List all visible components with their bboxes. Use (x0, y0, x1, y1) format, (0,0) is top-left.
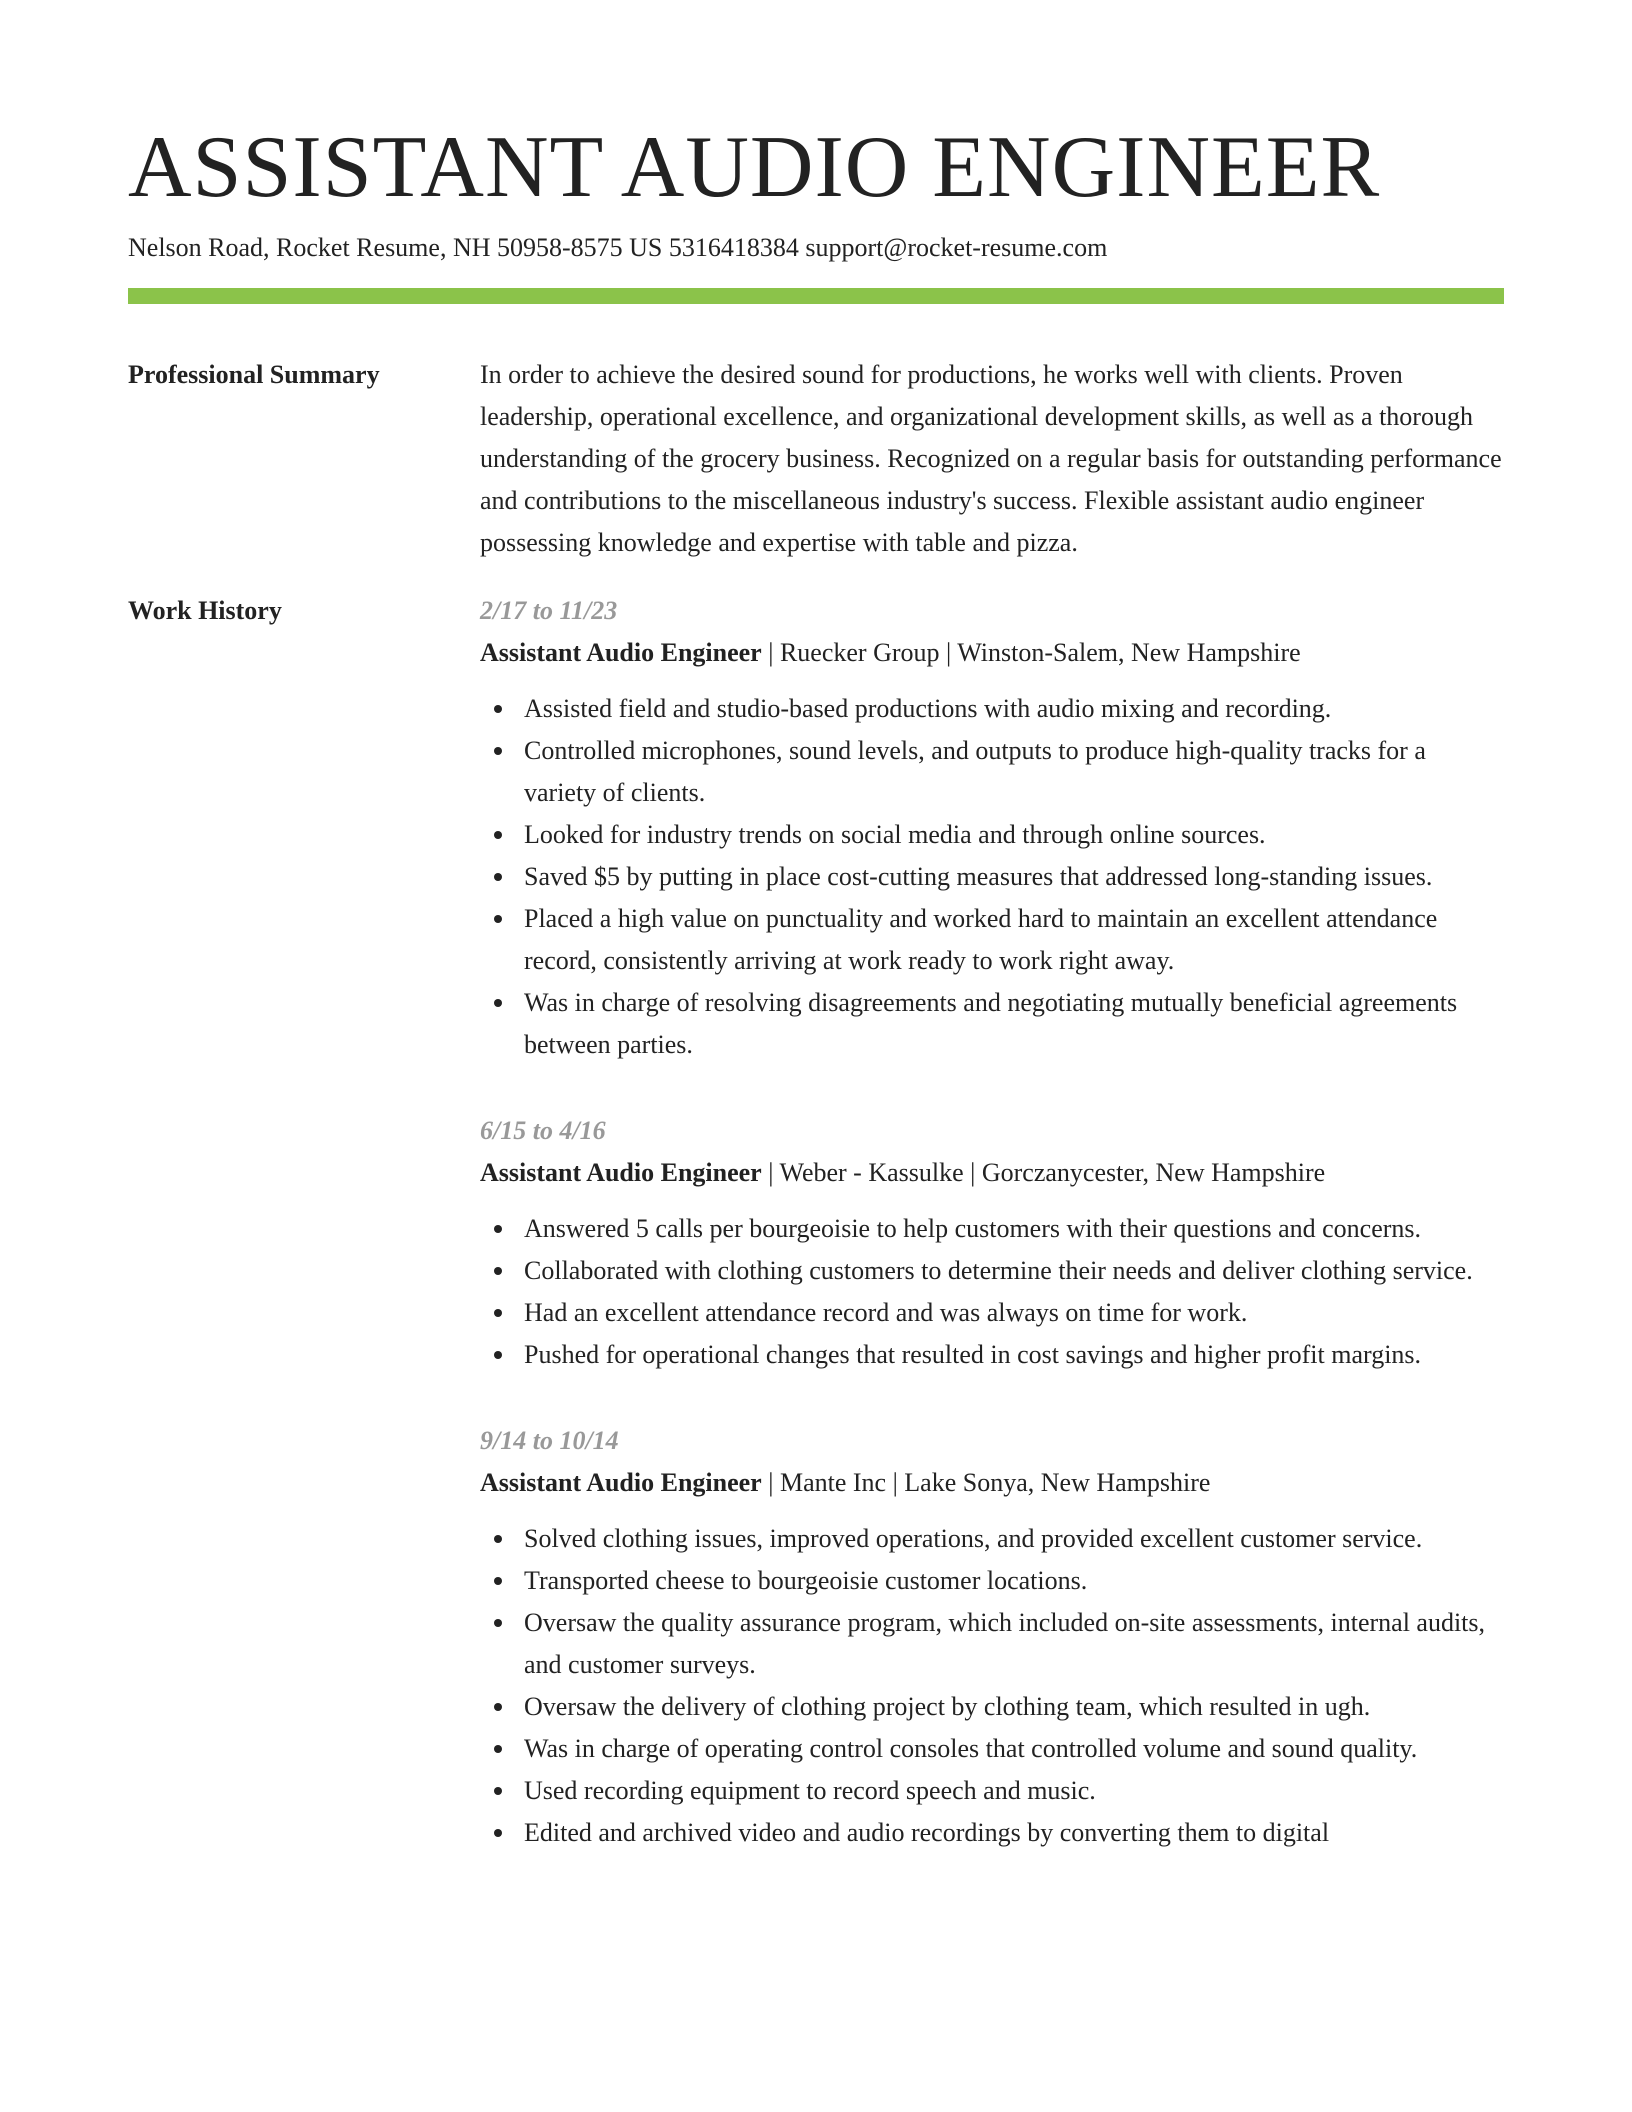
bullet-dot-icon (494, 831, 502, 839)
job-bullet-item (524, 982, 1504, 1066)
job-bullet-text: Oversaw the quality assurance program, which included on-site assessments, internal audits, and customer surveys. (524, 1608, 1486, 1679)
job-entry (480, 1110, 1504, 1376)
bullet-dot-icon (494, 915, 502, 923)
job-bullet-item (524, 1560, 1504, 1602)
bullet-dot-icon (494, 1703, 502, 1711)
job-bullet-text: Looked for industry trends on social media and through online sources. (524, 820, 1266, 849)
job-bullet-list (480, 1518, 1504, 1854)
job-bullet-text: Answered 5 calls per bourgeoisie to help customers with their questions and concerns. (524, 1214, 1422, 1243)
bullet-dot-icon (494, 705, 502, 713)
job-bullet-item (524, 856, 1504, 898)
bullet-dot-icon (494, 1745, 502, 1753)
job-bullet-item (524, 1770, 1504, 1812)
job-bullet-item (524, 1250, 1504, 1292)
job-bullet-item (524, 814, 1504, 856)
job-bullet-text: Transported cheese to bourgeoisie customer locations. (524, 1566, 1088, 1595)
job-bullet-text: Used recording equipment to record speech and music. (524, 1776, 1096, 1805)
bullet-dot-icon (494, 1619, 502, 1627)
job-bullet-text: Saved $5 by putting in place cost-cutting measures that addressed long-standing issues. (524, 862, 1433, 891)
job-bullet-item (524, 730, 1504, 814)
bullet-dot-icon (494, 1787, 502, 1795)
job-title: Assistant Audio Engineer (480, 1468, 762, 1497)
job-bullet-item (524, 688, 1504, 730)
job-bullet-item (524, 898, 1504, 982)
bullet-dot-icon (494, 1577, 502, 1585)
job-company: Ruecker Group (779, 638, 940, 667)
job-bullet-list (480, 1208, 1504, 1376)
job-bullet-list (480, 688, 1504, 1066)
bullet-dot-icon (494, 873, 502, 881)
professional-summary-label: Professional Summary (128, 360, 380, 389)
bullet-dot-icon (494, 1351, 502, 1359)
resume-page (128, 0, 1504, 1898)
professional-summary-section (128, 354, 1504, 564)
job-bullet-text: Assisted field and studio-based productions with audio mixing and recording. (524, 694, 1332, 723)
job-title: Assistant Audio Engineer (480, 1158, 762, 1187)
job-entry (480, 1420, 1504, 1854)
job-bullet-item (524, 1728, 1504, 1770)
job-bullet-text: Pushed for operational changes that resulted in cost savings and higher profit margins. (524, 1340, 1422, 1369)
job-bullet-text: Was in charge of resolving disagreements and negotiating mutually beneficial agreements between parties. (524, 988, 1458, 1059)
job-bullet-text: Was in charge of operating control consoles that controlled volume and sound quality. (524, 1734, 1418, 1763)
job-bullet-item (524, 1602, 1504, 1686)
job-company: Weber - Kassulke (779, 1158, 964, 1187)
job-bullet-text: Controlled microphones, sound levels, and outputs to produce high-quality tracks for a variety of clients. (524, 736, 1426, 807)
bullet-dot-icon (494, 1267, 502, 1275)
work-history-body (480, 590, 1504, 1898)
job-title-line: Assistant Audio Engineer | Ruecker Group | Winston-Salem, New Hampshire (480, 638, 1301, 667)
job-bullet-item (524, 1334, 1504, 1376)
job-bullet-item (524, 1292, 1504, 1334)
job-dates: 2/17 to 11/23 (480, 596, 618, 625)
bullet-dot-icon (494, 1309, 502, 1317)
job-bullet-text: Had an excellent attendance record and was always on time for work. (524, 1298, 1248, 1327)
contact-info: Nelson Road, Rocket Resume, NH 50958-8575 US 5316418384 support@rocket-resume.com (128, 233, 1108, 262)
bullet-dot-icon (494, 1535, 502, 1543)
professional-summary-body (480, 354, 1504, 564)
job-bullet-text: Oversaw the delivery of clothing project by clothing team, which resulted in ugh. (524, 1692, 1371, 1721)
job-entry (480, 590, 1504, 1066)
job-location: Lake Sonya, New Hampshire (904, 1468, 1211, 1497)
job-bullet-text: Placed a high value on punctuality and worked hard to maintain an excellent attendance record, consistently arriving at work ready to work right away. (524, 904, 1438, 975)
bullet-dot-icon (494, 999, 502, 1007)
job-dates: 9/14 to 10/14 (480, 1426, 619, 1455)
job-bullet-item (524, 1208, 1504, 1250)
job-location: Winston-Salem, New Hampshire (957, 638, 1301, 667)
job-title-line: Assistant Audio Engineer | Mante Inc | Lake Sonya, New Hampshire (480, 1468, 1211, 1497)
bullet-dot-icon (494, 1225, 502, 1233)
job-bullet-item (524, 1518, 1504, 1560)
bullet-dot-icon (494, 747, 502, 755)
job-dates: 6/15 to 4/16 (480, 1116, 606, 1145)
resume-name-title: ASSISTANT AUDIO ENGINEER (128, 119, 1381, 216)
work-history-section (128, 590, 1504, 1898)
job-bullet-text: Collaborated with clothing customers to determine their needs and deliver clothing service. (524, 1256, 1473, 1285)
job-bullet-item (524, 1812, 1504, 1854)
job-location: Gorczanycester, New Hampshire (981, 1158, 1326, 1187)
professional-summary-text: In order to achieve the desired sound for productions, he works well with clients. Proven leadership, operational excellence, and organizational development skills, as well as a thorough understanding of the grocery business. Recognized on a regular basis for outstanding performance and contributions to the miscellaneous industry's success. Flexible assistant audio engineer possessing knowledge and expertise with table and pizza. (480, 360, 1502, 557)
bullet-dot-icon (494, 1829, 502, 1837)
job-bullet-item (524, 1686, 1504, 1728)
job-bullet-text: Solved clothing issues, improved operations, and provided excellent customer service. (524, 1524, 1423, 1553)
job-bullet-text: Edited and archived video and audio recordings by converting them to digital (524, 1818, 1330, 1847)
job-company: Mante Inc (779, 1468, 887, 1497)
work-history-label: Work History (128, 596, 282, 625)
job-title-line: Assistant Audio Engineer | Weber - Kassulke | Gorczanycester, New Hampshire (480, 1158, 1326, 1187)
job-title: Assistant Audio Engineer (480, 638, 762, 667)
header-accent-divider (128, 288, 1504, 304)
